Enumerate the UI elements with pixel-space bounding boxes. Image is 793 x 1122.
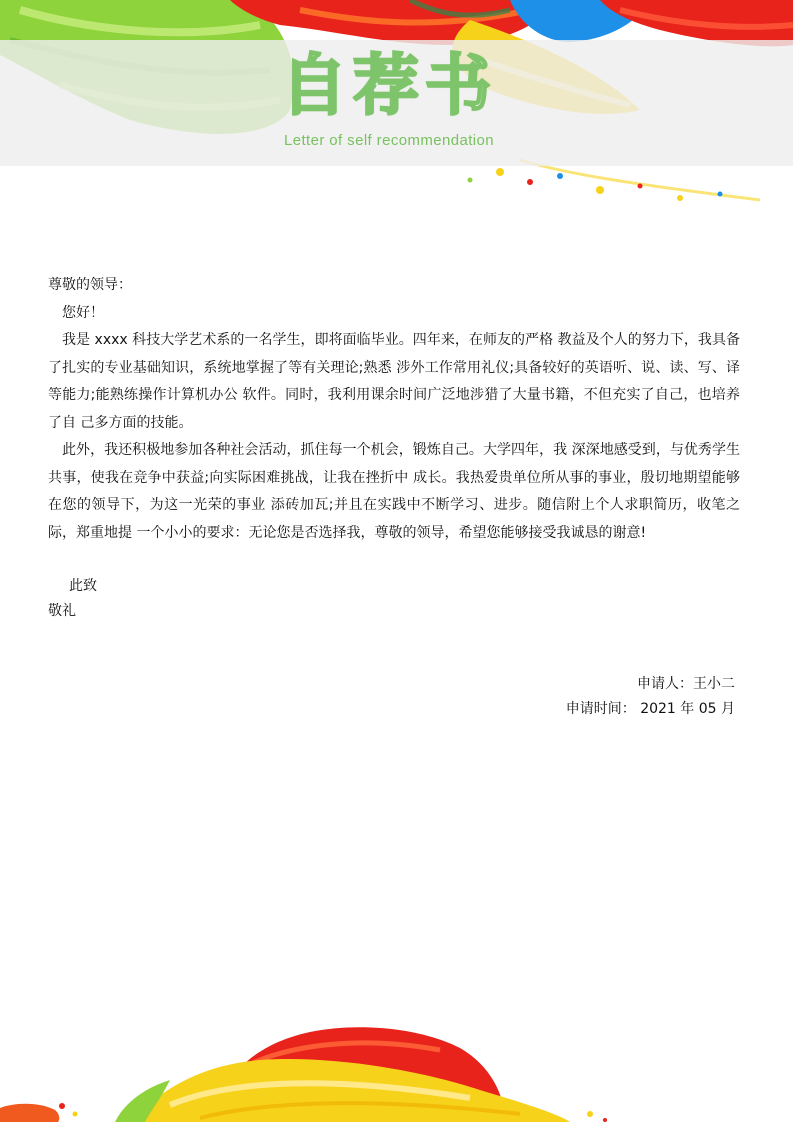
- applicant-name: 申请人：王小二: [637, 676, 735, 692]
- application-date: 申请时间： 2021 年 05 月: [565, 701, 735, 717]
- closing-jingli: 敬礼: [48, 603, 76, 619]
- greeting: 您好！: [62, 304, 104, 321]
- salutation: 尊敬的领导：: [48, 277, 132, 293]
- paint-splash-bottom-image: [0, 1010, 793, 1122]
- title-english: Letter of self recommendation: [283, 132, 495, 149]
- title-chinese: 自荐书: [281, 47, 497, 124]
- paragraph-activities: 此外，我还积极地参加各种社会活动，抓住每一个机会，锻炼自己。大学四年，我 深深地感受到，与优秀学生共事，使我在竞争中获益;向实际困难挑战，让我在挫折中 成长。我热爱贵单位所从事的事业，殷切地期望能够在您的领导下，为这一光荣的事业 添砖加瓦;并且在实践中不断学习、进步。随信附上个人求职简历，收笔之际，郑重地提 一个小小的要求：无论您是否选择我，尊敬的领导，希望您能够接受我诚恳的谢意!: [48, 442, 740, 541]
- closing: [48, 574, 97, 624]
- signature-block: [566, 672, 735, 722]
- closing-cizhi: 此致: [69, 578, 97, 594]
- paragraph-education: 我是 xxxx 科技大学艺术系的一名学生，即将面临毕业。四年来，在师友的严格 教益及个人的努力下，我具备了扎实的专业基础知识，系统地掌握了等有关理论;熟悉 涉外工作常用礼仪;具备较好的英语听、说、读、写、译等能力;能熟练操作计算机办公 软件。同时，我利用课余时间广泛地涉猎了大量书籍，不但充实了自己，也培养了自 己多方面的技能。: [48, 332, 740, 431]
- document-title: [264, 48, 514, 149]
- letter-body: [48, 272, 740, 547]
